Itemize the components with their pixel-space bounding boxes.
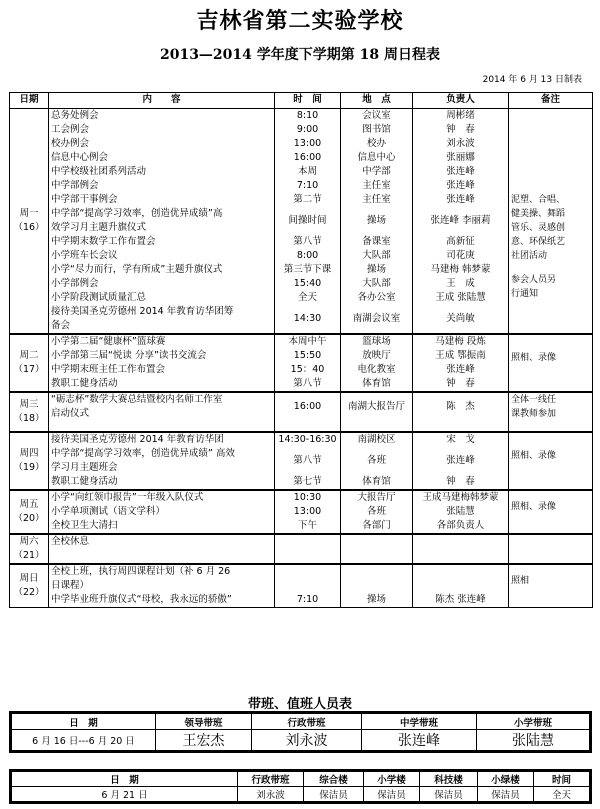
content-line: 总务处例会: [51, 110, 99, 121]
day-label: 周一: [19, 208, 39, 219]
content-line: 学习月主题班会: [51, 462, 118, 473]
content-line: 中学部“提高学习效率，创造优异成绩” 高效: [51, 448, 235, 459]
row-time: 第二节: [293, 194, 322, 205]
content-line: 接待美国圣克劳德州 2014 年教育访华团: [51, 434, 224, 445]
content-line: 中学毕业班升旗仪式“母校，我永远的骄傲”: [51, 594, 232, 605]
day-row: [10, 109, 593, 335]
row-person: 王成 鄂振南: [435, 350, 486, 361]
row-time: 本周: [297, 166, 317, 177]
day-label: 周五: [19, 499, 39, 510]
day-column: [10, 334, 49, 392]
day-number: （20）: [13, 513, 45, 524]
note-line: 健美操、舞蹈: [511, 209, 566, 219]
row-note-cell: [509, 334, 593, 392]
row-person: 钟 春: [446, 124, 475, 135]
row-place: 主任室: [362, 194, 391, 205]
duty-table: [9, 711, 592, 753]
row-place: 操场: [366, 594, 386, 605]
weekend-duty-value-row: [12, 787, 590, 802]
row-time: 8:00: [296, 250, 319, 261]
duty-middle: 张连峰: [362, 730, 477, 751]
row-person: 陈 杰: [446, 401, 475, 412]
weekend-duty-value: 全天: [534, 787, 590, 802]
row-person: 张连峰: [446, 364, 475, 375]
row-person: 王 成: [446, 278, 475, 289]
day-number: （21）: [13, 550, 45, 561]
row-place: 大队部: [362, 250, 391, 261]
row-time: 7:10: [296, 180, 319, 191]
day-column: [10, 490, 49, 534]
row-time: 第七节: [293, 476, 322, 487]
header-person: 负责人: [413, 93, 509, 109]
day-number: （19）: [13, 462, 45, 473]
row-time: 16:00: [293, 401, 322, 412]
content-line: 小学第二届“健康杯”篮球赛: [51, 336, 166, 347]
row-person: [415, 549, 506, 563]
row-place: 备课室: [362, 236, 391, 247]
row-time: 13:00: [293, 506, 322, 517]
duty-header-row: [12, 714, 590, 730]
content-line: 小学部第三届“悦读 分享”读书交流会: [51, 350, 207, 361]
row-person: 张连峰: [446, 166, 475, 177]
content-line: 小学部例会: [51, 278, 99, 289]
row-place: 大队部: [362, 278, 391, 289]
row-place: 放映厅: [362, 350, 391, 361]
row-person: 张陆慧: [446, 506, 475, 517]
content-line: 效学习月主题升旗仪式: [51, 222, 147, 233]
header-time: 时 间: [275, 93, 341, 109]
duty-header: 领导带班: [156, 714, 252, 730]
row-person: 马建梅 段炼: [435, 336, 486, 347]
row-time: 第八节: [293, 378, 322, 389]
row-person: 张连峰: [446, 194, 475, 205]
note-line: 意、环保纸艺: [511, 237, 566, 247]
note-group: [511, 574, 590, 588]
row-place: 体育馆: [362, 476, 391, 487]
row-place: 南湖校区: [357, 434, 396, 445]
content-line: 小学“向红领巾报告”一年级入队仪式: [51, 492, 204, 503]
row-time: 15：40: [290, 364, 325, 375]
day-number: （16）: [13, 222, 45, 233]
day-row: [10, 490, 593, 534]
row-content-cell: [49, 109, 275, 335]
row-person: 宋 戈: [446, 434, 475, 445]
weekend-duty-value: 保洁员: [304, 787, 364, 802]
row-place: 中学部: [362, 166, 391, 177]
row-time-cell: [275, 392, 341, 432]
row-content-cell: [49, 432, 275, 490]
day-label: 周二: [19, 350, 39, 361]
row-place: 操场: [366, 264, 386, 275]
row-person-cell: [413, 392, 509, 432]
row-person: 钟 春: [446, 476, 475, 487]
schedule-subtitle: 2013—2014 学年度下学期第 18 周日程表: [159, 47, 441, 63]
row-time: 7:10: [296, 594, 319, 605]
content-line: 小学“尽力而行，学有所成”主题升旗仪式: [51, 264, 223, 275]
content-line: 小学单项测试（语文学科）: [51, 506, 166, 517]
note-line: 社团活动: [511, 251, 548, 261]
note-line: 行通知: [511, 289, 539, 299]
row-place: 图书馆: [362, 124, 391, 135]
row-time: [277, 549, 338, 563]
row-time: 10:30: [293, 492, 322, 503]
row-person: 陈杰 张连峰: [435, 594, 486, 605]
row-place: [343, 549, 410, 563]
schedule-table: [9, 92, 593, 608]
duty-header: 小学带班: [477, 714, 590, 730]
day-column: [10, 432, 49, 490]
day-row: [10, 334, 593, 392]
note-line: 泥塑、合唱、: [511, 195, 566, 205]
weekend-duty-header: 综合楼: [304, 772, 364, 787]
day-column: [10, 534, 49, 564]
note-group: [511, 449, 590, 463]
day-label: 周日: [19, 573, 39, 584]
day-column: [10, 564, 49, 608]
content-line: 教职工健身活动: [51, 476, 118, 487]
row-time: 第八节: [293, 236, 322, 247]
content-line: 接待美国圣克劳德州 2014 年教育访华团筹: [51, 306, 234, 317]
weekend-duty-header: 小学楼: [364, 772, 420, 787]
weekend-duty-value: 6 月 21 日: [12, 787, 238, 802]
weekend-duty-header: 科技楼: [420, 772, 478, 787]
row-person: 各部负责人: [436, 520, 485, 531]
made-date: 2014 年 6 月 13 日制表: [482, 75, 582, 85]
note-line: 照相、录像: [511, 353, 557, 363]
row-place: 各办公室: [357, 292, 396, 303]
header-day: 日期: [10, 93, 49, 109]
row-person: 张连峰: [446, 455, 475, 466]
row-place: 校办: [366, 138, 386, 149]
row-person: 王成 张陆慧: [435, 292, 486, 303]
weekend-duty-header: 日 期: [12, 772, 238, 787]
header-place: 地 点: [341, 93, 413, 109]
note-line: 课教师参加: [511, 409, 557, 419]
row-note-cell: [509, 490, 593, 534]
row-person-cell: [413, 334, 509, 392]
row-person-cell: [413, 534, 509, 564]
row-person-cell: [413, 564, 509, 608]
row-time: 8:10: [296, 110, 319, 121]
weekend-duty-header-row: [12, 772, 590, 787]
row-person: [415, 535, 506, 549]
note-line: 全体一线任: [511, 395, 557, 405]
row-place-cell: [341, 432, 413, 490]
row-person: 张连峰: [446, 180, 475, 191]
duty-admin: 刘永波: [252, 730, 362, 751]
row-place: 信息中心: [357, 152, 396, 163]
row-place-cell: [341, 334, 413, 392]
row-time: 下午: [297, 520, 317, 531]
row-note-cell: [509, 432, 593, 490]
row-person: 张丽娜: [446, 152, 475, 163]
duty-date: 6 月 16 日---6 月 20 日: [12, 730, 156, 751]
weekend-duty-value: 刘永波: [238, 787, 304, 802]
row-person-cell: [413, 432, 509, 490]
note-group: [511, 351, 590, 365]
day-row: [10, 432, 593, 490]
content-line: 全校上班，执行周四课程计划（补 6 月 26: [51, 566, 231, 577]
content-line: 备会: [51, 320, 71, 331]
row-time: 13:00: [293, 138, 322, 149]
weekend-duty-value: 保洁员: [364, 787, 420, 802]
row-place: 大报告厅: [357, 492, 396, 503]
row-time: 9:00: [296, 124, 319, 135]
day-number: （22）: [13, 587, 45, 598]
content-line: 中学部例会: [51, 180, 99, 191]
row-place-cell: [341, 564, 413, 608]
note-group: [511, 393, 590, 421]
duty-header: 日 期: [12, 714, 156, 730]
content-line: 中学期末数学工作布置会: [51, 236, 156, 247]
content-line: “砺志杯”数学大赛总结暨校内名师工作室: [51, 394, 223, 405]
day-number: （17）: [13, 364, 45, 375]
row-time: 14:30-16:30: [278, 434, 337, 445]
row-note-cell: [509, 109, 593, 335]
content-line: 全校休息: [51, 536, 90, 547]
row-place: 会议室: [362, 110, 391, 121]
row-time-cell: [275, 490, 341, 534]
row-place: 体育馆: [362, 378, 391, 389]
row-time-cell: [275, 109, 341, 335]
page-title: 吉林省第二实验学校: [196, 8, 404, 34]
note-group: [511, 500, 590, 514]
note-line: 照相: [511, 576, 530, 586]
row-place: 南湖会议室: [352, 313, 401, 324]
row-time-cell: [275, 432, 341, 490]
schedule-header-row: [10, 93, 593, 109]
row-person: 高新征: [446, 236, 475, 247]
row-time: 14:30: [293, 313, 322, 324]
row-time: 16:00: [293, 152, 322, 163]
day-row: [10, 534, 593, 564]
row-person: [415, 565, 506, 593]
day-row: [10, 564, 593, 608]
row-content-cell: [49, 334, 275, 392]
row-person: 钟 春: [446, 378, 475, 389]
note-group: [511, 193, 590, 263]
content-line: 校办例会: [51, 138, 90, 149]
row-time: 第三节下课: [283, 264, 332, 275]
weekend-duty-value: 保洁员: [478, 787, 534, 802]
day-label: 周四: [19, 448, 39, 459]
content-line: 中学校级社团系列活动: [51, 166, 147, 177]
duty-value-row: [12, 730, 590, 751]
duty-header: 行政带班: [252, 714, 362, 730]
weekend-duty-value: 保洁员: [420, 787, 478, 802]
row-place: 电化教室: [357, 364, 396, 375]
row-person: 王成马建梅韩梦蒙: [422, 492, 499, 503]
note-line: 照相、录像: [511, 502, 557, 512]
header-note: 备注: [509, 93, 593, 109]
row-place-cell: [341, 534, 413, 564]
row-time: 第八节: [293, 455, 322, 466]
row-place: 操场: [366, 215, 386, 226]
row-place: 南湖大报告厅: [347, 401, 405, 412]
day-number: （18）: [13, 413, 45, 424]
content-line: 教职工健身活动: [51, 378, 118, 389]
note-line: 参会人员另: [511, 275, 557, 285]
row-content-cell: [49, 490, 275, 534]
row-time-cell: [275, 564, 341, 608]
row-place-cell: [341, 392, 413, 432]
row-note-cell: [509, 534, 593, 564]
day-column: [10, 109, 49, 335]
row-person: 周彬绪: [446, 110, 475, 121]
row-place: 各班: [366, 455, 386, 466]
note-group: [511, 273, 590, 301]
row-time: 全天: [297, 292, 317, 303]
content-line: 日课程）: [51, 580, 90, 591]
day-label: 周三: [19, 399, 39, 410]
weekend-duty-header: 小绿楼: [478, 772, 534, 787]
row-time: 间操时间: [288, 215, 327, 226]
row-place: 各班: [366, 506, 386, 517]
content-line: 信息中心例会: [51, 152, 109, 163]
content-line: 工会例会: [51, 124, 90, 135]
row-time: [277, 565, 338, 593]
content-line: 中学部干事例会: [51, 194, 118, 205]
row-time: 本周中午: [288, 336, 327, 347]
content-line: [51, 549, 272, 563]
day-row: [10, 392, 593, 432]
duty-header: 中学带班: [362, 714, 477, 730]
weekend-duty-header: 行政带班: [238, 772, 304, 787]
row-time-cell: [275, 534, 341, 564]
day-label: 周六: [19, 536, 39, 547]
row-note-cell: [509, 392, 593, 432]
row-person: 关尚敏: [446, 313, 475, 324]
row-place-cell: [341, 109, 413, 335]
row-person: 刘永波: [446, 138, 475, 149]
duty-table-title: 带班、值班人员表: [247, 697, 352, 712]
row-time: 15:40: [293, 278, 322, 289]
row-place: [343, 535, 410, 549]
content-line: 中学期末班主任工作布置会: [51, 364, 166, 375]
row-note-cell: [509, 564, 593, 608]
row-person: 马建梅 韩梦蒙: [430, 264, 491, 275]
content-line: 中学部“提高学习效率，创造优异成绩”高: [51, 208, 223, 219]
row-time: [277, 535, 338, 549]
row-content-cell: [49, 564, 275, 608]
row-content-cell: [49, 534, 275, 564]
header-content: 内 容: [49, 93, 275, 109]
row-time: 15:50: [293, 350, 322, 361]
row-content-cell: [49, 392, 275, 432]
row-person-cell: [413, 490, 509, 534]
row-person-cell: [413, 109, 509, 335]
row-place: 主任室: [362, 180, 391, 191]
content-line: 全校卫生大清扫: [51, 520, 118, 531]
duty-primary: 张陆慧: [477, 730, 590, 751]
duty-leader: 王宏杰: [156, 730, 252, 751]
row-place-cell: [341, 490, 413, 534]
row-place: 篮球场: [362, 336, 391, 347]
content-line: 启动仪式: [51, 408, 90, 419]
note-line: 照相、录像: [511, 451, 557, 461]
weekend-duty-table: [9, 769, 592, 804]
row-place: 各部门: [362, 520, 391, 531]
weekend-duty-header: 时间: [534, 772, 590, 787]
row-time-cell: [275, 334, 341, 392]
row-person: 司花庚: [446, 250, 475, 261]
row-person: 张连峰 李丽莉: [430, 215, 491, 226]
content-line: 小学班车长会议: [51, 250, 118, 261]
row-place: [343, 565, 410, 593]
content-line: 小学阶段测试质量汇总: [51, 292, 147, 303]
note-line: 管乐、灵感创: [511, 223, 566, 233]
day-column: [10, 392, 49, 432]
